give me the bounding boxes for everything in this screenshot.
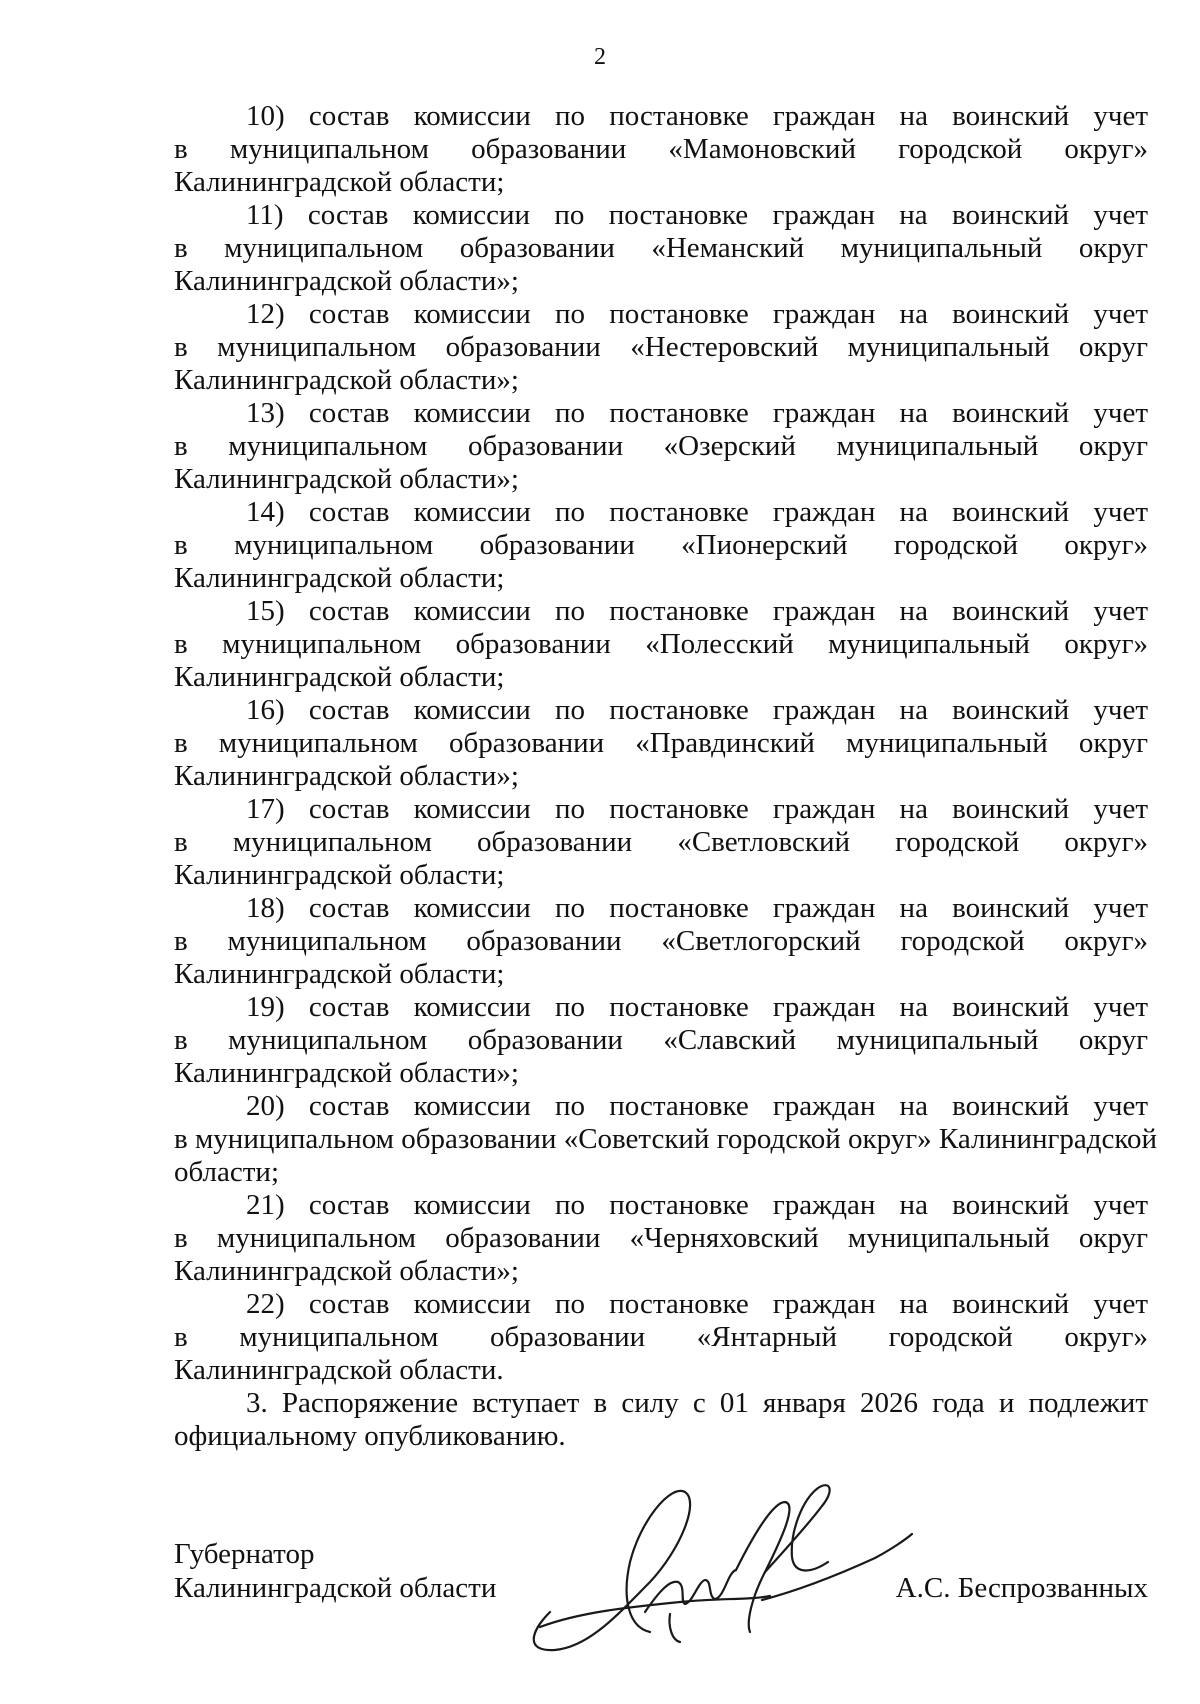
list-item-first-line: 12) состав комиссии по постановке граждан на воинский учет bbox=[246, 298, 1148, 330]
list-item-first-line: 21) состав комиссии по постановке граждан на воинский учет bbox=[246, 1189, 1148, 1221]
list-item-line: в муниципальном образовании «Славский муниципальный округ bbox=[174, 1024, 1148, 1056]
list-item-first-line: 14) состав комиссии по постановке граждан на воинский учет bbox=[246, 496, 1148, 528]
list-item-line: Калининградской области; bbox=[174, 958, 505, 990]
list-item bbox=[174, 100, 1148, 199]
list-item-first-line: 22) состав комиссии по постановке граждан на воинский учет bbox=[246, 1288, 1148, 1320]
list-item-line: Калининградской области»; bbox=[174, 463, 519, 495]
list-item bbox=[174, 1189, 1148, 1288]
list-item-line: в муниципальном образовании «Светлогорский городской округ» bbox=[174, 925, 1148, 957]
list-item-first-line: 17) состав комиссии по постановке граждан на воинский учет bbox=[246, 793, 1148, 825]
list-item-line: в муниципальном образовании «Озерский муниципальный округ bbox=[174, 430, 1148, 462]
signer-title: Губернатор bbox=[174, 1538, 315, 1570]
list-item-line: Калининградской области»; bbox=[174, 265, 519, 297]
list-item bbox=[174, 496, 1148, 595]
document-body bbox=[174, 100, 1158, 1453]
list-item-line: в муниципальном образовании «Правдинский муниципальный округ bbox=[174, 727, 1148, 759]
list-item-line: в муниципальном образовании «Черняховский муниципальный округ bbox=[174, 1222, 1148, 1254]
list-item-first-line: 18) состав комиссии по постановке граждан на воинский учет bbox=[246, 892, 1148, 924]
list-item-line: Калининградской области; bbox=[174, 166, 505, 198]
list-item bbox=[174, 298, 1148, 397]
list-item-line: Калининградской области»; bbox=[174, 760, 519, 792]
list-item-line: официальному опубликованию. bbox=[174, 1420, 566, 1452]
list-item-line: в муниципальном образовании «Неманский муниципальный округ bbox=[174, 232, 1148, 264]
list-item bbox=[174, 1090, 1158, 1189]
list-item-line: Калининградской области; bbox=[174, 859, 505, 891]
signer-name: А.С. Беспрозванных bbox=[895, 1572, 1148, 1604]
list-item-line: области; bbox=[174, 1156, 279, 1188]
list-item-line: в муниципальном образовании «Полесский муниципальный округ» bbox=[174, 628, 1148, 660]
list-item bbox=[174, 793, 1148, 892]
list-item-first-line: 16) состав комиссии по постановке граждан на воинский учет bbox=[246, 694, 1148, 726]
list-item-line: Калининградской области»; bbox=[174, 364, 519, 396]
list-item-line: в муниципальном образовании «Мамоновский городской округ» bbox=[174, 133, 1148, 165]
list-item-first-line: 3. Распоряжение вступает в силу с 01 января 2026 года и подлежит bbox=[246, 1387, 1148, 1419]
page-number: 2 bbox=[594, 44, 606, 70]
list-item-first-line: 19) состав комиссии по постановке граждан на воинский учет bbox=[246, 991, 1148, 1023]
list-item bbox=[174, 892, 1148, 991]
list-item-line: Калининградской области; bbox=[174, 562, 505, 594]
list-item-line: в муниципальном образовании «Нестеровский муниципальный округ bbox=[174, 331, 1148, 363]
list-item-line: Калининградской области. bbox=[174, 1354, 504, 1386]
list-item-first-line: 11) состав комиссии по постановке граждан на воинский учет bbox=[246, 199, 1148, 231]
list-item-line: Калининградской области»; bbox=[174, 1057, 519, 1089]
list-item-first-line: 13) состав комиссии по постановке граждан на воинский учет bbox=[246, 397, 1148, 429]
signer-title-region: Калининградской области bbox=[174, 1572, 497, 1604]
signature-block bbox=[174, 1538, 1148, 1648]
list-item bbox=[174, 694, 1148, 793]
list-item-line: в муниципальном образовании «Пионерский городской округ» bbox=[174, 529, 1148, 561]
list-item-line: в муниципальном образовании «Янтарный городской округ» bbox=[174, 1321, 1148, 1353]
list-item bbox=[174, 991, 1148, 1090]
list-item bbox=[174, 595, 1148, 694]
list-item bbox=[174, 1387, 1148, 1453]
list-item-line: в муниципальном образовании «Советский городской округ» Калининградской bbox=[174, 1123, 1158, 1155]
list-item-first-line: 15) состав комиссии по постановке граждан на воинский учет bbox=[246, 595, 1148, 627]
list-item bbox=[174, 199, 1148, 298]
list-item-line: Калининградской области»; bbox=[174, 1255, 519, 1287]
list-item-line: в муниципальном образовании «Светловский городской округ» bbox=[174, 826, 1148, 858]
list-item-first-line: 10) состав комиссии по постановке граждан на воинский учет bbox=[246, 100, 1148, 132]
list-item-first-line: 20) состав комиссии по постановке граждан на воинский учет bbox=[246, 1090, 1148, 1122]
list-item bbox=[174, 1288, 1148, 1387]
list-item-line: Калининградской области; bbox=[174, 661, 505, 693]
list-item bbox=[174, 397, 1148, 496]
